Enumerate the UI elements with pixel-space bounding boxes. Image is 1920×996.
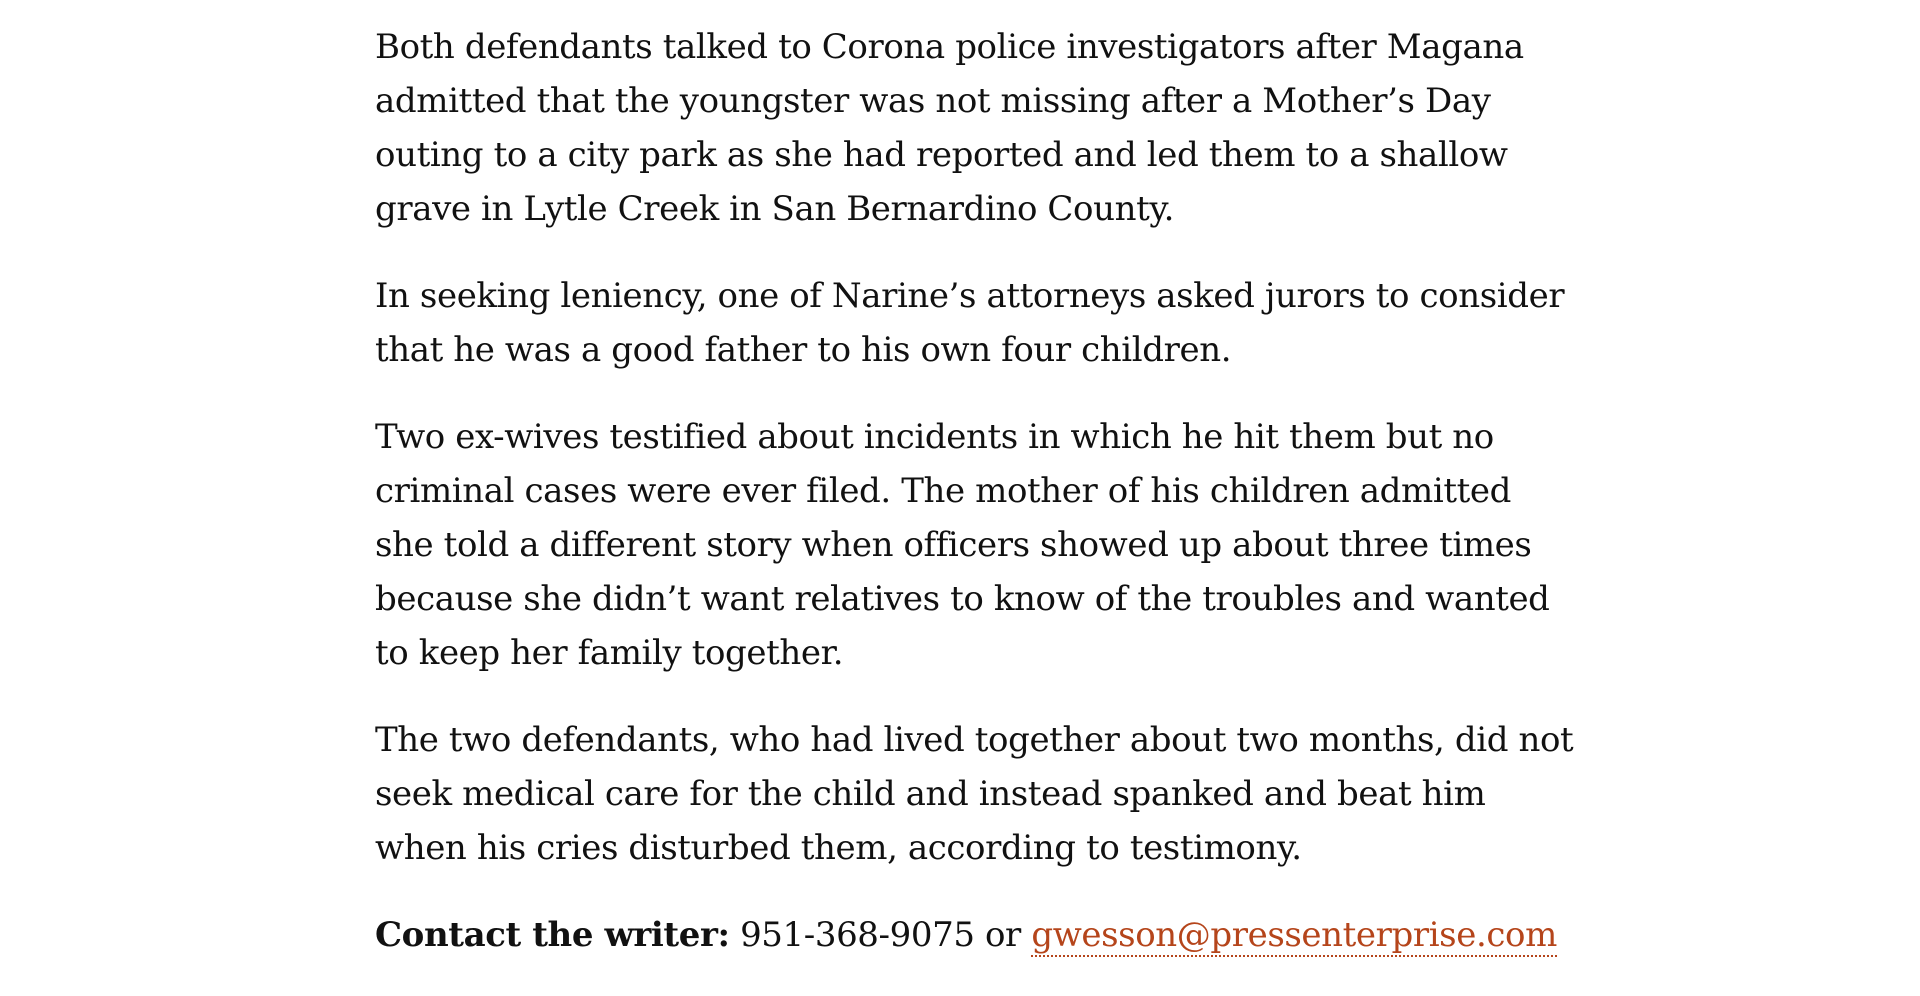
- contact-phone: 951-368-9075: [740, 915, 975, 955]
- contact-line: [375, 908, 1575, 962]
- contact-separator: or: [984, 915, 1021, 955]
- article-body: [375, 20, 1575, 995]
- article-paragraph: Both defendants talked to Corona police investigators after Magana admitted that the youngster was not missing after a Mother’s Day outing to a city park as she had reported and led them to a shallow grave in Lytle Creek in San Bernardino County.: [375, 27, 1524, 229]
- article-paragraph: In seeking leniency, one of Narine’s attorneys asked jurors to consider that he was a good father to his own four children.: [375, 276, 1565, 370]
- contact-label: Contact the writer:: [375, 915, 730, 955]
- article-paragraph: Two ex-wives testified about incidents in which he hit them but no criminal cases were ever filed. The mother of his children admitted she told a different story when officers showed up about three times because she didn’t want relatives to know of the troubles and wanted to keep her family together.: [375, 417, 1550, 673]
- article-paragraph: The two defendants, who had lived together about two months, did not seek medical care for the child and instead spanked and beat him when his cries disturbed them, according to testimony.: [375, 720, 1574, 868]
- contact-email-link[interactable]: gwesson@pressenterprise.com: [1031, 915, 1557, 955]
